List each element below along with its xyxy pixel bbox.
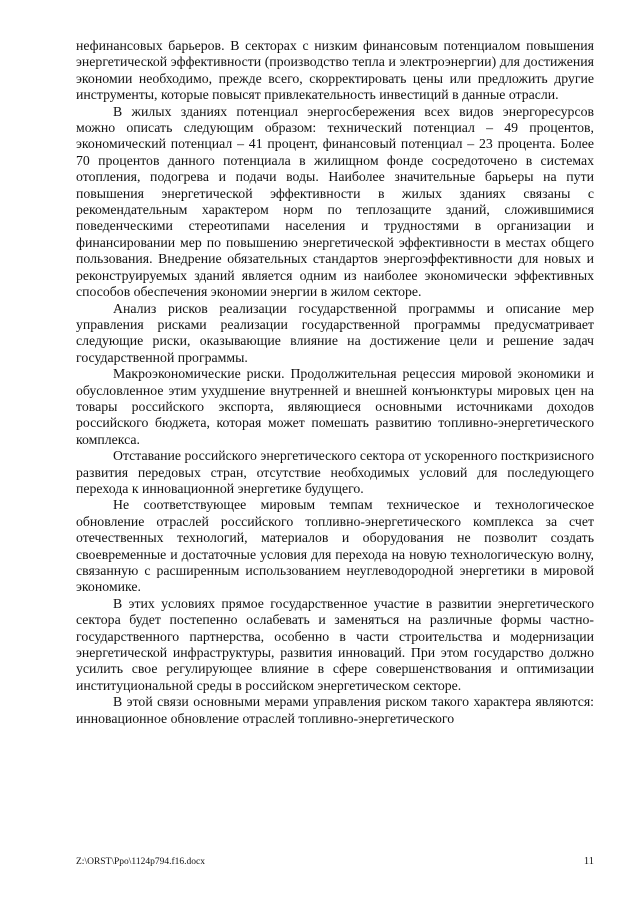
paragraph-7: В этих условиях прямое государственное участие в развитии энергетического сектора будет постепенно ослабевать и заменяться на различные формы частно-государственного партнерства, особенно в части строительства и модернизации энергетической инфраструктуры, развития инноваций. При этом государство должно усилить свое регулирующее влияние в сфере совершенствования и оптимизации институциональной среды в российском энергетическом секторе. — [76, 595, 594, 693]
footer-file-path: Z:\ORST\Ppo\1124p794.f16.docx — [76, 857, 205, 867]
document-body — [76, 38, 594, 727]
page-footer — [76, 856, 594, 870]
paragraph-8: В этой связи основными мерами управления риском такого характера являются: инновационное обновление отраслей топливно-энергетического — [76, 694, 594, 726]
paragraph-4: Макроэкономические риски. Продолжительная рецессия мировой экономики и обусловленное этим ухудшение внутренней и внешней конъюнктуры мировых цен на товары российского экспорта, являющиеся основными источниками доходов российского бюджета, которая может помешать развитию топливно-энергетического комплекса. — [76, 366, 594, 447]
paragraph-2: В жилых зданиях потенциал энергосбережения всех видов энергоресурсов можно описать следующим образом: технический потенциал – 49 процентов, экономический потенциал – 41 процент, финансовый потенциал – 23 процента. Более 70 процентов данного потенциала в жилищном фонде сосредоточено в системах отопления, подогрева и подачи воды. Наиболее значительные барьеры на пути повышения энергетической эффективности в жилых зданиях связаны с рекомендательным характером норм по теплозащите зданий, сложившимися поведенческими стереотипами населения и трудностями в организации и финансировании мер по повышению энергетической эффективности в местах общего пользования. Внедрение обязательных стандартов энергоэффективности для новых и реконструируемых зданий является одним из наиболее экономически эффективных способов обеспечения экономии энергии в жилом секторе. — [76, 103, 594, 300]
paragraph-1: нефинансовых барьеров. В секторах с низким финансовым потенциалом повышения энергетической эффективности (производство тепла и электроэнергии) для достижения экономии необходимо, прежде всего, скорректировать цены или предложить другие инструменты, которые повысят привлекательность инвестиций в данные отрасли. — [76, 38, 594, 103]
paragraph-6: Не соответствующее мировым темпам техническое и технологическое обновление отраслей российского топливно-энергетического комплекса за счет отечественных технологий, материалов и оборудования не позволит создать своевременные и достаточные условия для перехода на новую технологическую волну, связанную с расширенным использованием неуглеводородной энергетики в мировой экономике. — [76, 497, 594, 595]
paragraph-3: Анализ рисков реализации государственной программы и описание мер управления рисками реализации государственной программы предусматривает следующие риски, оказывающие влияние на достижение цели и решение задач государственной программы. — [76, 300, 594, 365]
paragraph-5: Отставание российского энергетического сектора от ускоренного посткризисного развития передовых стран, отсутствие необходимых условий для последующего перехода к инновационной энергетике будущего. — [76, 448, 594, 496]
page-number: 11 — [583, 856, 594, 867]
